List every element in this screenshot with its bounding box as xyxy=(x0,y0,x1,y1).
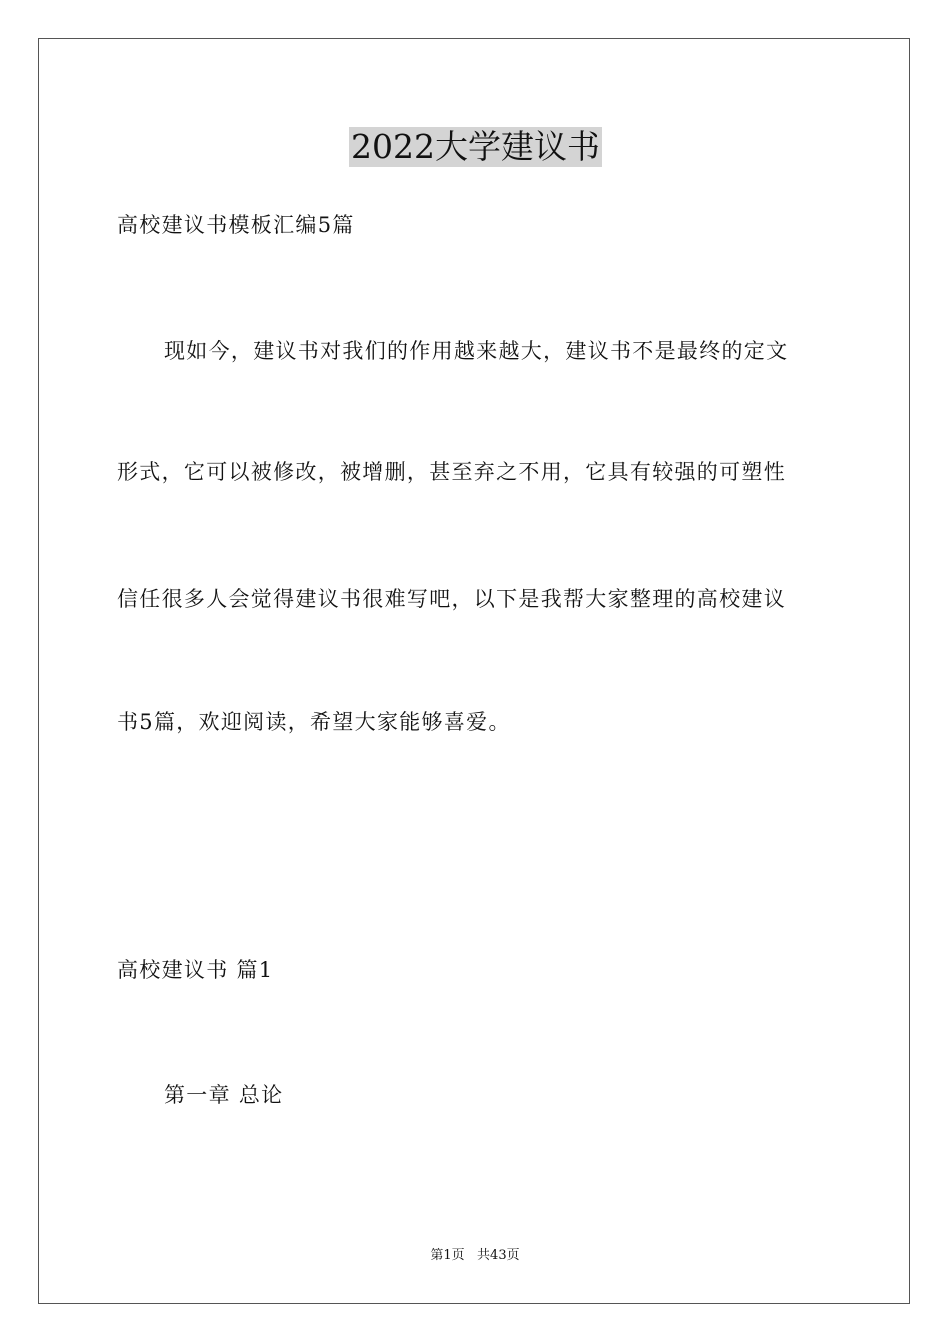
section-heading: 高校建议书 篇1 xyxy=(117,958,274,982)
page-footer: 第1页 共43页 xyxy=(430,1248,520,1263)
document-subtitle: 高校建议书模板汇编5篇 xyxy=(117,213,355,237)
intro-line-2: 形式，它可以被修改，被增删，甚至弃之不用，它具有较强的可塑性 xyxy=(117,460,786,484)
chapter-heading: 第一章 总论 xyxy=(164,1083,284,1107)
intro-line-1: 现如今，建议书对我们的作用越来越大，建议书不是最终的定文 xyxy=(164,339,789,363)
intro-line-3: 信任很多人会觉得建议书很难写吧，以下是我帮大家整理的高校建议 xyxy=(117,587,786,611)
document-title: 2022大学建议书 xyxy=(351,127,600,166)
intro-line-4: 书5篇，欢迎阅读，希望大家能够喜爱。 xyxy=(117,710,511,734)
